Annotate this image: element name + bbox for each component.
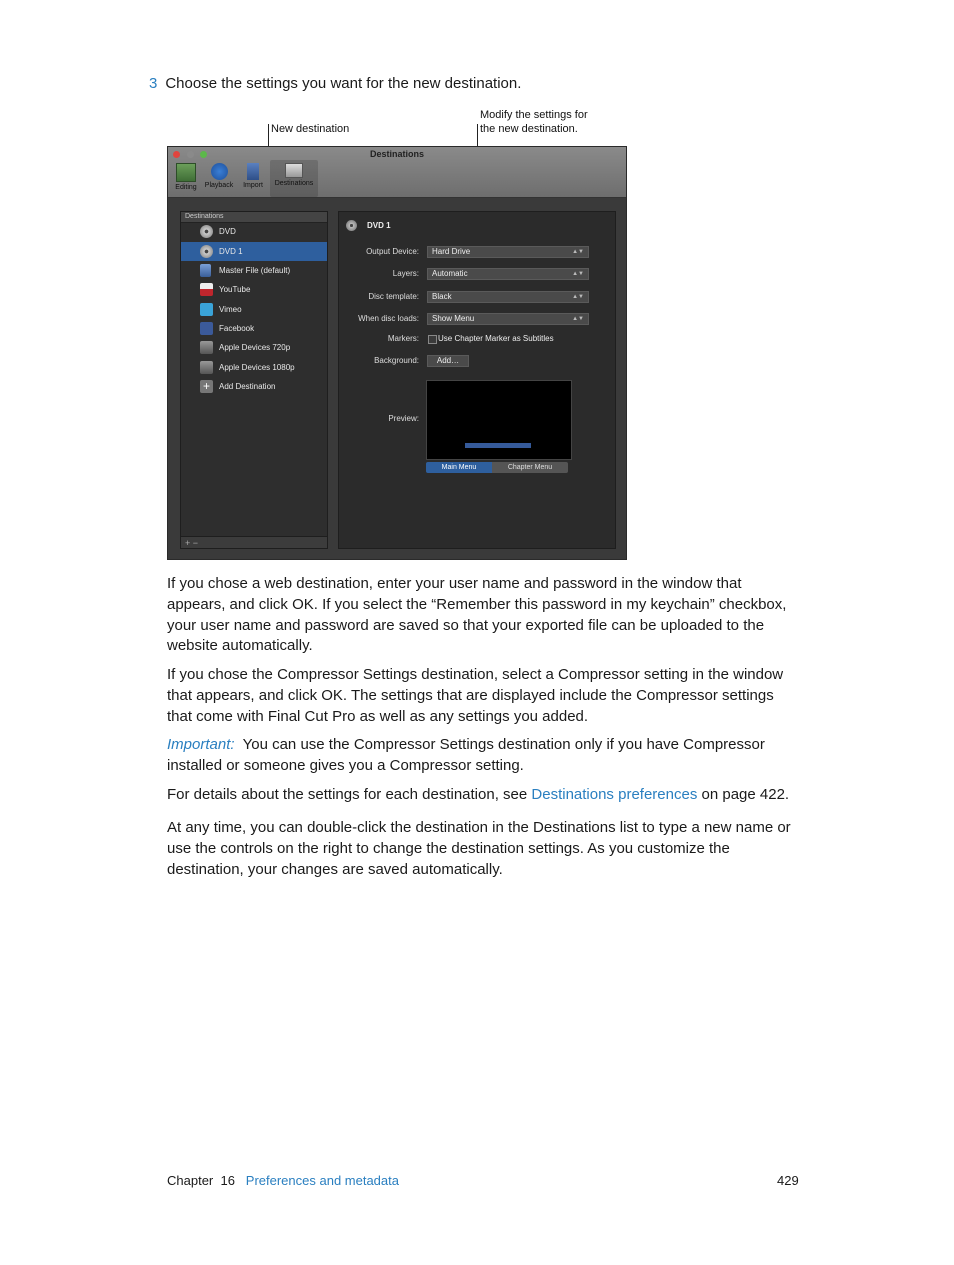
when-disc-loads-label: When disc loads: <box>358 314 419 323</box>
playback-icon <box>211 163 228 180</box>
sidebar-item-youtube[interactable]: YouTube <box>181 280 327 299</box>
callout-modify-line2: the new destination. <box>480 123 578 135</box>
sidebar-item-dvd-1[interactable]: DVD 1 <box>181 242 327 261</box>
menu-preview <box>426 380 572 460</box>
chapter-marker-option: Use Chapter Marker as Subtitles <box>438 334 554 343</box>
page-number: 429 <box>777 1173 799 1188</box>
settings-panel <box>338 211 616 549</box>
paragraph-details: For details about the settings for each destination, see Destinations preferences on page 422. <box>167 786 790 803</box>
paragraph-any-time: At any time, you can double-click the destination in the Destinations list to type a new name or use the controls on the right to change the destination settings. As you customize the destination, your changes are saved automatically. <box>167 819 791 878</box>
updown-arrow-icon: ▲▼ <box>572 271 584 277</box>
important-label: Important: <box>167 736 235 753</box>
editing-icon <box>176 163 196 182</box>
callout-modify-line1: Modify the settings for <box>480 109 588 121</box>
important-text: You can use the Compressor Settings destination only if you have Compressor installed or someone gives you a Compressor setting. <box>167 736 765 774</box>
layers-popup[interactable]: Automatic ▲▼ <box>427 268 589 280</box>
menu-segmented-control <box>426 462 568 473</box>
segment-chapter-menu[interactable]: Chapter Menu <box>492 462 568 473</box>
preview-label: Preview: <box>388 414 419 423</box>
device-icon <box>200 341 213 354</box>
segment-main-menu[interactable]: Main Menu <box>426 462 492 473</box>
sidebar-item-apple-720p[interactable]: Apple Devices 720p <box>181 338 327 357</box>
sidebar-item-apple-1080p[interactable]: Apple Devices 1080p <box>181 358 327 377</box>
paragraph-important <box>167 735 797 777</box>
layers-label: Layers: <box>392 269 419 278</box>
callout-new-destination: New destination <box>271 123 350 135</box>
when-disc-loads-popup[interactable]: Show Menu ▲▼ <box>427 313 589 325</box>
sidebar-item-add-destination[interactable]: + Add Destination <box>181 377 327 396</box>
window-title: Destinations <box>369 149 424 159</box>
toolbar-playback[interactable]: Playback <box>202 163 236 189</box>
sidebar-header: Destinations <box>181 212 327 223</box>
file-icon <box>200 264 211 277</box>
callout-modify <box>480 108 588 136</box>
destinations-icon <box>285 163 303 178</box>
sidebar-item-master-file[interactable]: Master File (default) <box>181 261 327 280</box>
step-3 <box>149 74 521 94</box>
updown-arrow-icon: ▲▼ <box>572 249 584 255</box>
window-toolbar <box>168 147 626 198</box>
youtube-icon <box>200 283 213 296</box>
disc-icon <box>200 225 213 238</box>
sidebar-item-vimeo[interactable]: Vimeo <box>181 300 327 319</box>
updown-arrow-icon: ▲▼ <box>572 316 584 322</box>
sidebar-add-remove[interactable]: + − <box>181 536 327 548</box>
toolbar-editing[interactable]: Editing <box>172 163 200 191</box>
sidebar-item-dvd[interactable]: DVD <box>181 222 327 241</box>
disc-icon <box>346 220 357 231</box>
paragraph-compressor: If you chose the Compressor Settings destination, select a Compressor setting in the window that appears, and click OK. The settings that are displayed include the Compressor settings that come with Final Cut Pro as well as any settings you added. <box>167 666 784 725</box>
toolbar-destinations[interactable]: Destinations <box>270 163 318 187</box>
plus-icon: + <box>200 380 213 393</box>
disc-template-popup[interactable]: Black ▲▼ <box>427 291 589 303</box>
toolbar-import[interactable]: Import <box>238 163 268 189</box>
background-label: Background: <box>374 356 419 365</box>
destinations-preferences-link[interactable]: Destinations preferences <box>531 786 698 803</box>
vimeo-icon <box>200 303 213 316</box>
destinations-window <box>167 146 627 560</box>
paragraph-web-destination: If you chose a web destination, enter your user name and password in the window that appears, and click OK. If you select the “Remember this password in my keychain” checkbox, your user name and password are saved so that your exported file can be uploaded to the website automatically. <box>167 575 787 655</box>
destinations-sidebar <box>180 211 328 549</box>
step-text: Choose the settings you want for the new destination. <box>165 75 522 92</box>
updown-arrow-icon: ▲▼ <box>572 294 584 300</box>
footer-chapter: Chapter 16 Preferences and metadata <box>167 1173 399 1188</box>
import-icon <box>247 163 259 180</box>
chapter-title-link[interactable]: Preferences and metadata <box>245 1173 399 1188</box>
device-icon <box>200 361 213 374</box>
background-add-button[interactable]: Add… <box>427 355 469 367</box>
output-device-label: Output Device: <box>366 247 419 256</box>
disc-template-label: Disc template: <box>368 292 419 301</box>
facebook-icon <box>200 322 213 335</box>
preview-menu-bar <box>465 443 531 448</box>
step-number: 3 <box>149 75 158 92</box>
panel-title: DVD 1 <box>367 221 391 230</box>
sidebar-item-facebook[interactable]: Facebook <box>181 319 327 338</box>
chapter-marker-checkbox[interactable] <box>428 335 437 344</box>
output-device-popup[interactable]: Hard Drive ▲▼ <box>427 246 589 258</box>
markers-label: Markers: <box>387 334 419 343</box>
disc-icon <box>200 245 213 258</box>
